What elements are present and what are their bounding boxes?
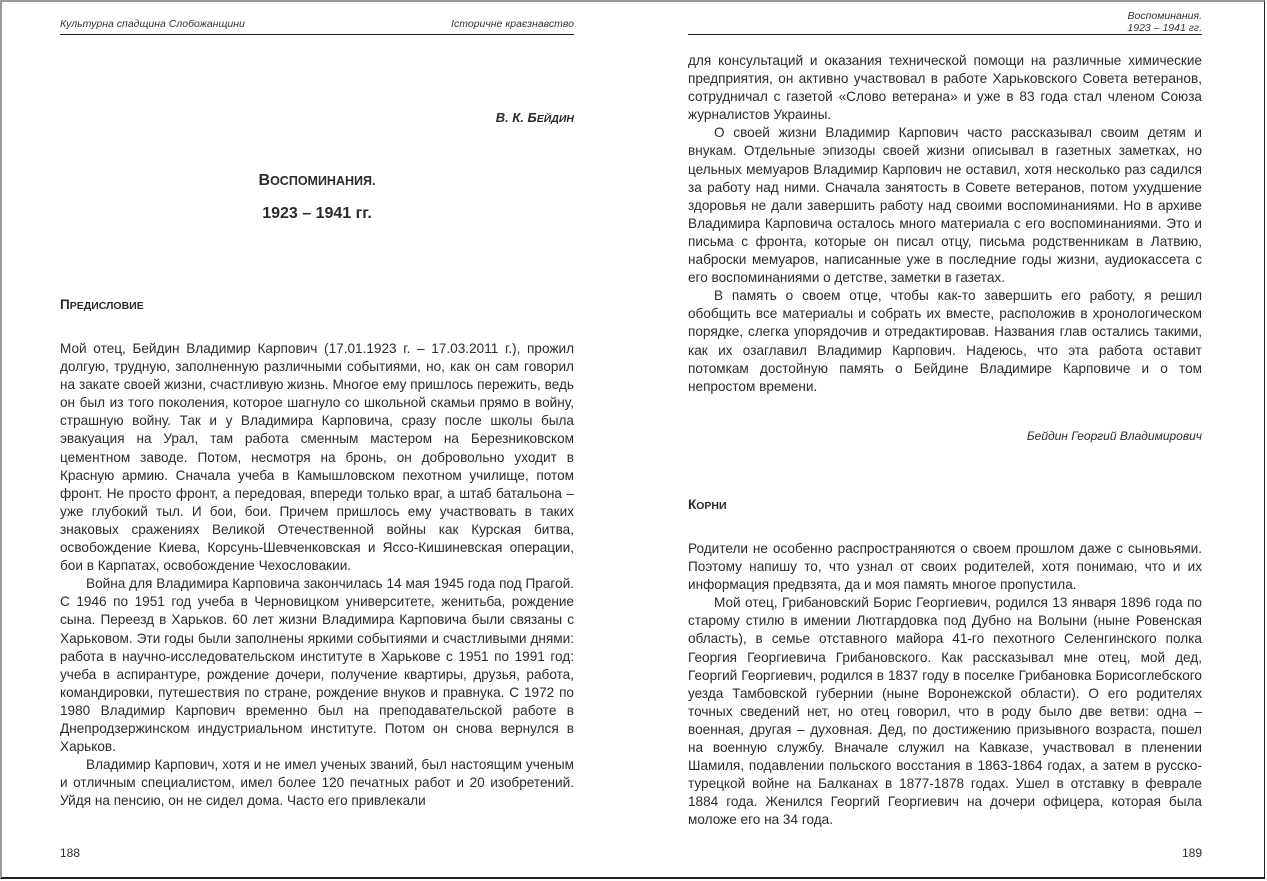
- running-head-section-title: Історичне краєзнавство: [451, 18, 574, 30]
- section-rest: ОРНИ: [696, 500, 727, 512]
- paragraph: Владимир Карпович, хотя и не имел ученых званий, был настоящим ученым и отличным специалистом, имел более 120 печатных работ и 20 изобретений. Уйдя на пенсию, он не сидел дома. Часто его привлекали: [60, 757, 574, 809]
- page-number-right: 189: [1181, 846, 1202, 860]
- preface-signature: Бейдин Георгий Владимирович: [1026, 429, 1202, 443]
- section-rest: РЕДИСЛОВИЕ: [69, 300, 144, 312]
- left-page-body: [60, 340, 574, 810]
- right-page-body-bottom: [688, 540, 1202, 830]
- running-head-journal-title: Культурна спадщина Слобожанщини: [60, 18, 245, 30]
- article-author: [496, 110, 574, 125]
- section-initial: П: [60, 297, 70, 312]
- author-surname-rest: ЕЙДИН: [536, 113, 574, 125]
- running-head-line-1: Воспоминания.: [1127, 10, 1202, 22]
- paragraph: В память о своем отце, чтобы как-то завершить его работу, я решил обобщить все материалы и собрать их вместе, расположив в хронологическом порядке, слегка упорядочив и отредактировав. Названия глав остались такими, как их озаглавил Владимир Карпович. Надеюсь, что эта работа оставит потомкам достойную память о Бейдине Владимире Карповиче и о том непростом времени.: [688, 288, 1202, 394]
- running-head-right-page: [688, 10, 1202, 35]
- paragraph: Родители не особенно распространяются о своем прошлом даже с сыновьями. Поэтому напишу то, что узнал от своих родителей, хотя понимаю, что и их информация предвзята, да и моя память многое пропустила.: [688, 541, 1202, 593]
- paragraph: О своей жизни Владимир Карпович часто рассказывал своим детям и внукам. Отдельные эпизоды своей жизни описывал в газетных заметках, но цельных мемуаров Владимир Карпович не оставил, хотя несколько раз садился за работу над ними. Сначала занятость в Совете ветеранов, потом ухудшение здоровья не дали завершить работу над своими воспоминаниями. Но в архиве Владимира Карповича осталось много материала с его воспоминаниями. Это и письма с фронта, которые он писал отцу, письма родственникам в Латвию, наброски мемуаров, написанные уже в последние годы жизни, аудиокассета с его воспоминаниями о детстве, заметки в газетах.: [688, 125, 1202, 286]
- running-head-line-2: 1923 – 1941 гг.: [1127, 22, 1202, 34]
- page-number-left: 188: [60, 846, 81, 860]
- paragraph: Мой отец, Бейдин Владимир Карпович (17.01.1923 г. – 17.03.2011 г.), прожил долгую, трудную, заполненную различными событиями, но, как он сам говорил на закате своей жизни, счастливую жизнь. Многое ему пришлось пережить, ведь он был из того поколения, которое шагнуло со школьной скамьи прямо в войну, страшную войну. Так и у Владимира Карповича, сразу после школы была эвакуация на Урал, там работа сменным мастером на Березниковском цементном заводе. Потом, несмотря на бронь, он добровольно уходит в Красную армию. Сначала учеба в Камышловском пехотном училище, потом фронт. Не просто фронт, а передовая, впереди только враг, а штаб батальона – уже глубокий тыл. И бои, бои. Причем пришлось ему участвовать в таких знаковых сражениях Великой Отечественной войны как Курская битва, освобождение Киева, Корсунь-Шевченковская и Яссо-Кишиневская операции, бои в Карпатах, освобождение Чехословакии.: [60, 341, 574, 574]
- section-heading-preface: [60, 297, 144, 312]
- title-initial: В: [258, 172, 271, 189]
- author-initials: В. К. Б: [495, 110, 537, 125]
- right-page-body-top: [688, 52, 1202, 396]
- article-title-years: 1923 – 1941 гг.: [262, 205, 372, 222]
- paragraph: Война для Владимира Карповича закончилась 14 мая 1945 года под Прагой. С 1946 по 1951 год учеба в Черновицком университете, женитьба, рождение сына. Переезд в Харьков. 60 лет жизни Владимира Карповича были связаны с Харьковом. Эти годы были заполнены яркими событиями и счастливыми днями: работа в научно-исследовательском институте в Харькове с 1951 по 1991 год: учеба в аспирантуре, рождение дочери, получение квартиры, друзья, работа, командировки, путешествия по стране, рождение внуков и правнука. С 1972 по 1980 Владимир Карпович временно был на преподавательской работе в Днепродзержинском индустриальном институте. Потом он снова вернулся в Харьков.: [60, 576, 574, 755]
- section-initial: К: [688, 497, 697, 512]
- left-page: [60, 0, 574, 881]
- section-heading-roots: [688, 497, 727, 512]
- running-head-left-page: [60, 18, 574, 35]
- right-page: [688, 0, 1202, 881]
- paragraph: Мой отец, Грибановский Борис Георгиевич, родился 13 января 1896 года по старому стилю в имении Лютгардовка под Дубно на Волыни (ныне Ровенская область), в семье отставного майора 41-го пехотного Селенгинского полка Георгия Георгиевича Грибановского. Как рассказывал мне отец, мой дед, Георгий Георгиевич, родился в 1837 году в поселке Грибановка Борисоглебского уезда Тамбовской губернии (ныне Воронежской области). О его родителях точных сведений нет, но отец говорил, что в роду было две ветви: одна – военная, другая – духовная. Дед, по достижению призывного возраста, пошел на военную службу. Вначале служил на Кавказе, участвовал в пленении Шамиля, подавлении польского восстания в 1863-1864 годах, а затем в русско-турецкой войне на Балканах в 1877-1878 годах. Ушел в отставку в феврале 1884 года. Женился Георгий Георгиевич на дочери офицера, которая была моложе его на 34 года.: [688, 595, 1202, 828]
- title-rest: ОСПОМИНАНИЯ.: [270, 174, 376, 188]
- paragraph: для консультаций и оказания технической помощи на различные химические предприятия, он активно участвовал в работе Харьковского Совета ветеранов, сотрудничал с газетой «Слово ветерана» и уже в 83 года стал членом Союза журналистов Украины.: [688, 53, 1202, 123]
- article-title: [60, 172, 574, 190]
